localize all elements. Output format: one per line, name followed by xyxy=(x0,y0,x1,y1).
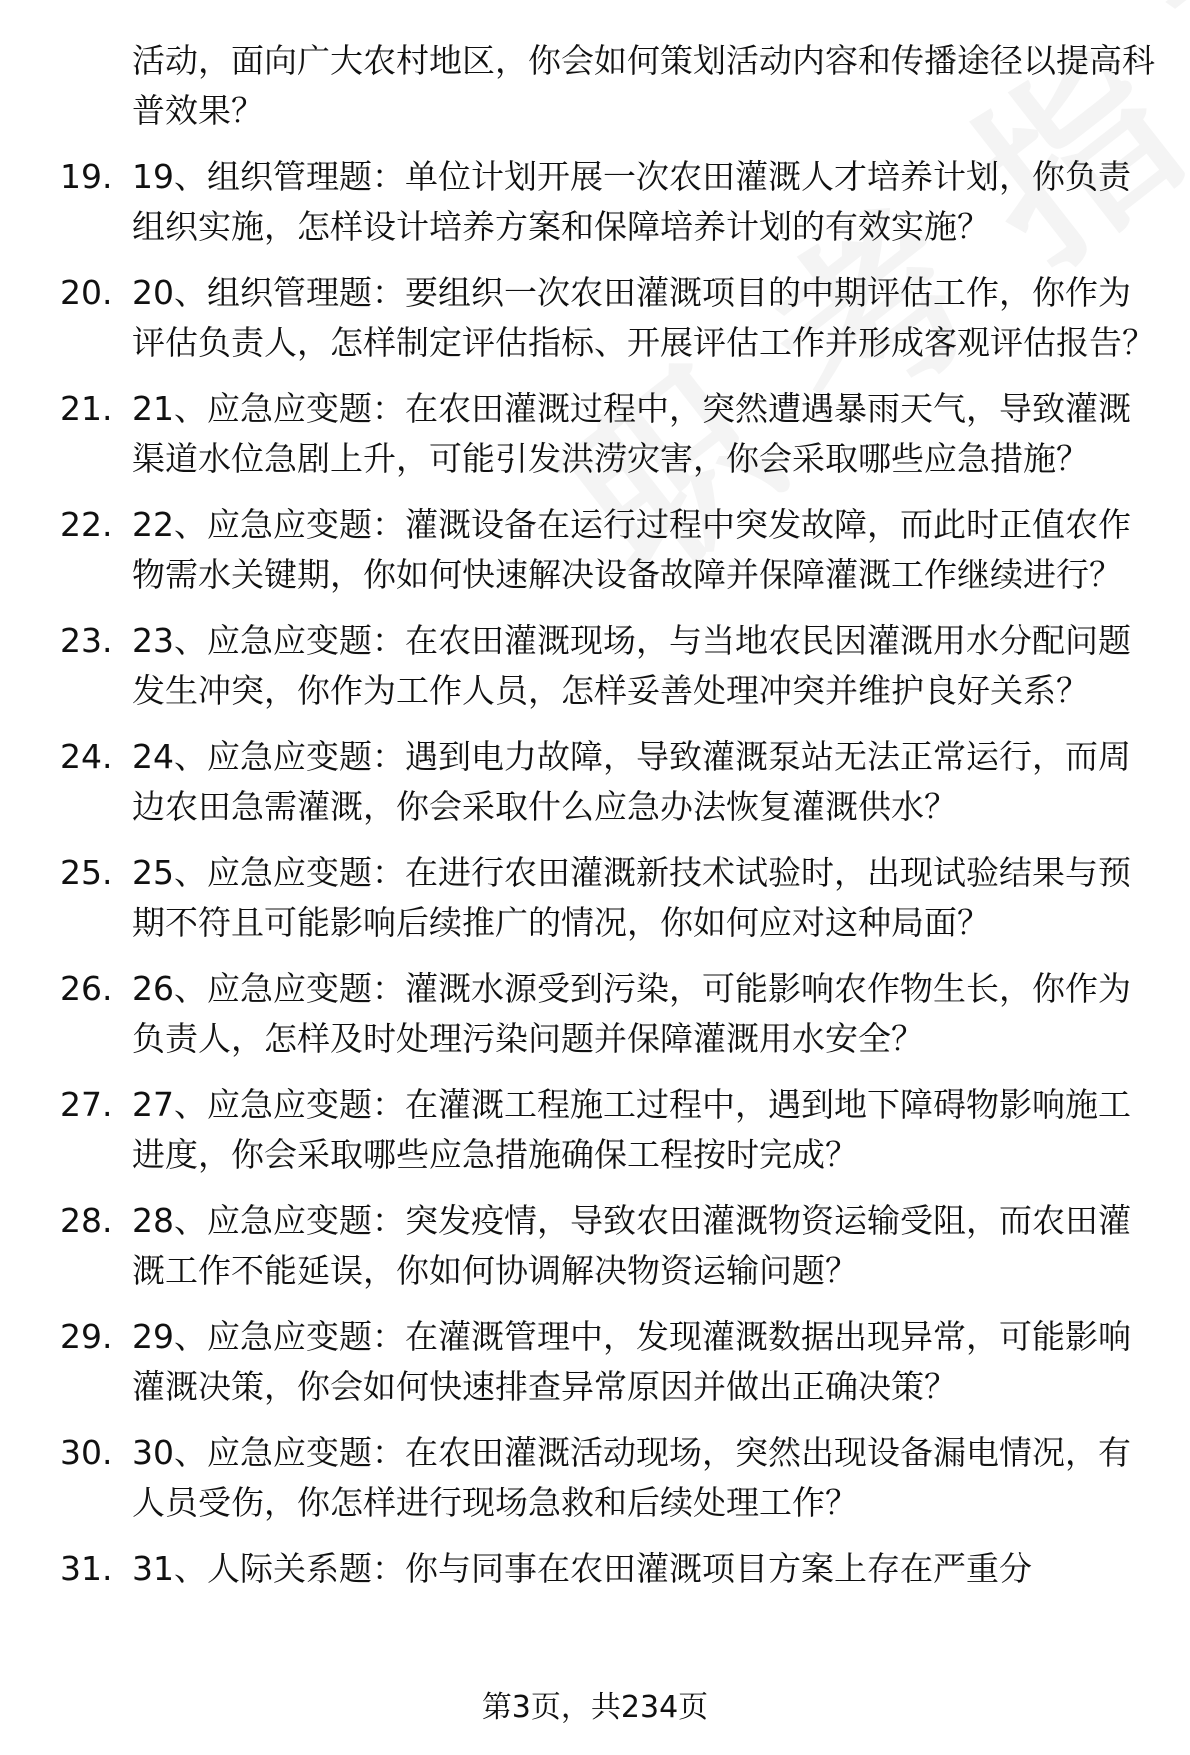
item-text: 20、组织管理题：要组织一次农田灌溉项目的中期评估工作，你作为评估负责人，怎样制定评估指标、开展评估工作并形成客观评估报告？ xyxy=(132,273,1155,362)
item-text: 30、应急应变题：在农田灌溉活动现场，突然出现设备漏电情况，有人员受伤，你怎样进行现场急救和后续处理工作？ xyxy=(132,1433,1131,1522)
item-number: 20. xyxy=(60,273,113,312)
page-footer: 第3页，共234页 xyxy=(481,1690,709,1725)
item-text: 29、应急应变题：在灌溉管理中，发现灌溉数据出现异常，可能影响灌溉决策，你会如何快速排查异常原因并做出正确决策？ xyxy=(132,1317,1131,1406)
item-text: 31、人际关系题：你与同事在农田灌溉项目方案上存在严重分 xyxy=(132,1549,1032,1588)
list-item xyxy=(60,1544,1160,1594)
continuation-text: 活动，面向广大农村地区，你会如何策划活动内容和传播途径以提高科普效果？ xyxy=(132,41,1155,130)
item-text: 24、应急应变题：遇到电力故障，导致灌溉泵站无法正常运行，而周边农田急需灌溉，你会采取什么应急办法恢复灌溉供水？ xyxy=(132,737,1131,826)
list-item xyxy=(60,1080,1160,1180)
list-item xyxy=(60,152,1160,252)
item-number: 27. xyxy=(60,1085,113,1124)
list-item xyxy=(60,616,1160,716)
list-item xyxy=(60,268,1160,368)
item-text: 19、组织管理题：单位计划开展一次农田灌溉人才培养计划，你负责组织实施，怎样设计培养方案和保障培养计划的有效实施？ xyxy=(132,157,1131,246)
item-text: 26、应急应变题：灌溉水源受到污染，可能影响农作物生长，你作为负责人，怎样及时处理污染问题并保障灌溉用水安全？ xyxy=(132,969,1131,1058)
item-number: 29. xyxy=(60,1317,113,1356)
item-number: 24. xyxy=(60,737,113,776)
item-number: 19. xyxy=(60,157,113,196)
list-item xyxy=(60,848,1160,948)
list-item xyxy=(60,384,1160,484)
item-number: 21. xyxy=(60,389,113,428)
item-text: 27、应急应变题：在灌溉工程施工过程中，遇到地下障碍物影响施工进度，你会采取哪些应急措施确保工程按时完成？ xyxy=(132,1085,1131,1174)
item-number: 25. xyxy=(60,853,113,892)
item-text: 23、应急应变题：在农田灌溉现场，与当地农民因灌溉用水分配问题发生冲突，你作为工作人员，怎样妥善处理冲突并维护良好关系？ xyxy=(132,621,1131,710)
item-text: 25、应急应变题：在进行农田灌溉新技术试验时，出现试验结果与预期不符且可能影响后续推广的情况，你如何应对这种局面？ xyxy=(132,853,1131,942)
question-list xyxy=(60,36,1160,1610)
list-item xyxy=(60,1312,1160,1412)
item-number: 30. xyxy=(60,1433,113,1472)
item-number: 23. xyxy=(60,621,113,660)
item-number: 28. xyxy=(60,1201,113,1240)
item-text: 28、应急应变题：突发疫情，导致农田灌溉物资运输受阻，而农田灌溉工作不能延误，你如何协调解决物资运输问题？ xyxy=(132,1201,1131,1290)
item-text: 22、应急应变题：灌溉设备在运行过程中突发故障，而此时正值农作物需水关键期，你如何快速解决设备故障并保障灌溉工作继续进行？ xyxy=(132,505,1131,594)
list-item xyxy=(60,732,1160,832)
item-text: 21、应急应变题：在农田灌溉过程中，突然遭遇暴雨天气，导致灌溉渠道水位急剧上升，可能引发洪涝灾害，你会采取哪些应急措施？ xyxy=(132,389,1131,478)
item-number: 22. xyxy=(60,505,113,544)
item-number: 26. xyxy=(60,969,113,1008)
list-item xyxy=(60,1428,1160,1528)
list-item xyxy=(60,500,1160,600)
list-item xyxy=(60,1196,1160,1296)
item-number: 31. xyxy=(60,1549,113,1588)
list-item xyxy=(60,964,1160,1064)
